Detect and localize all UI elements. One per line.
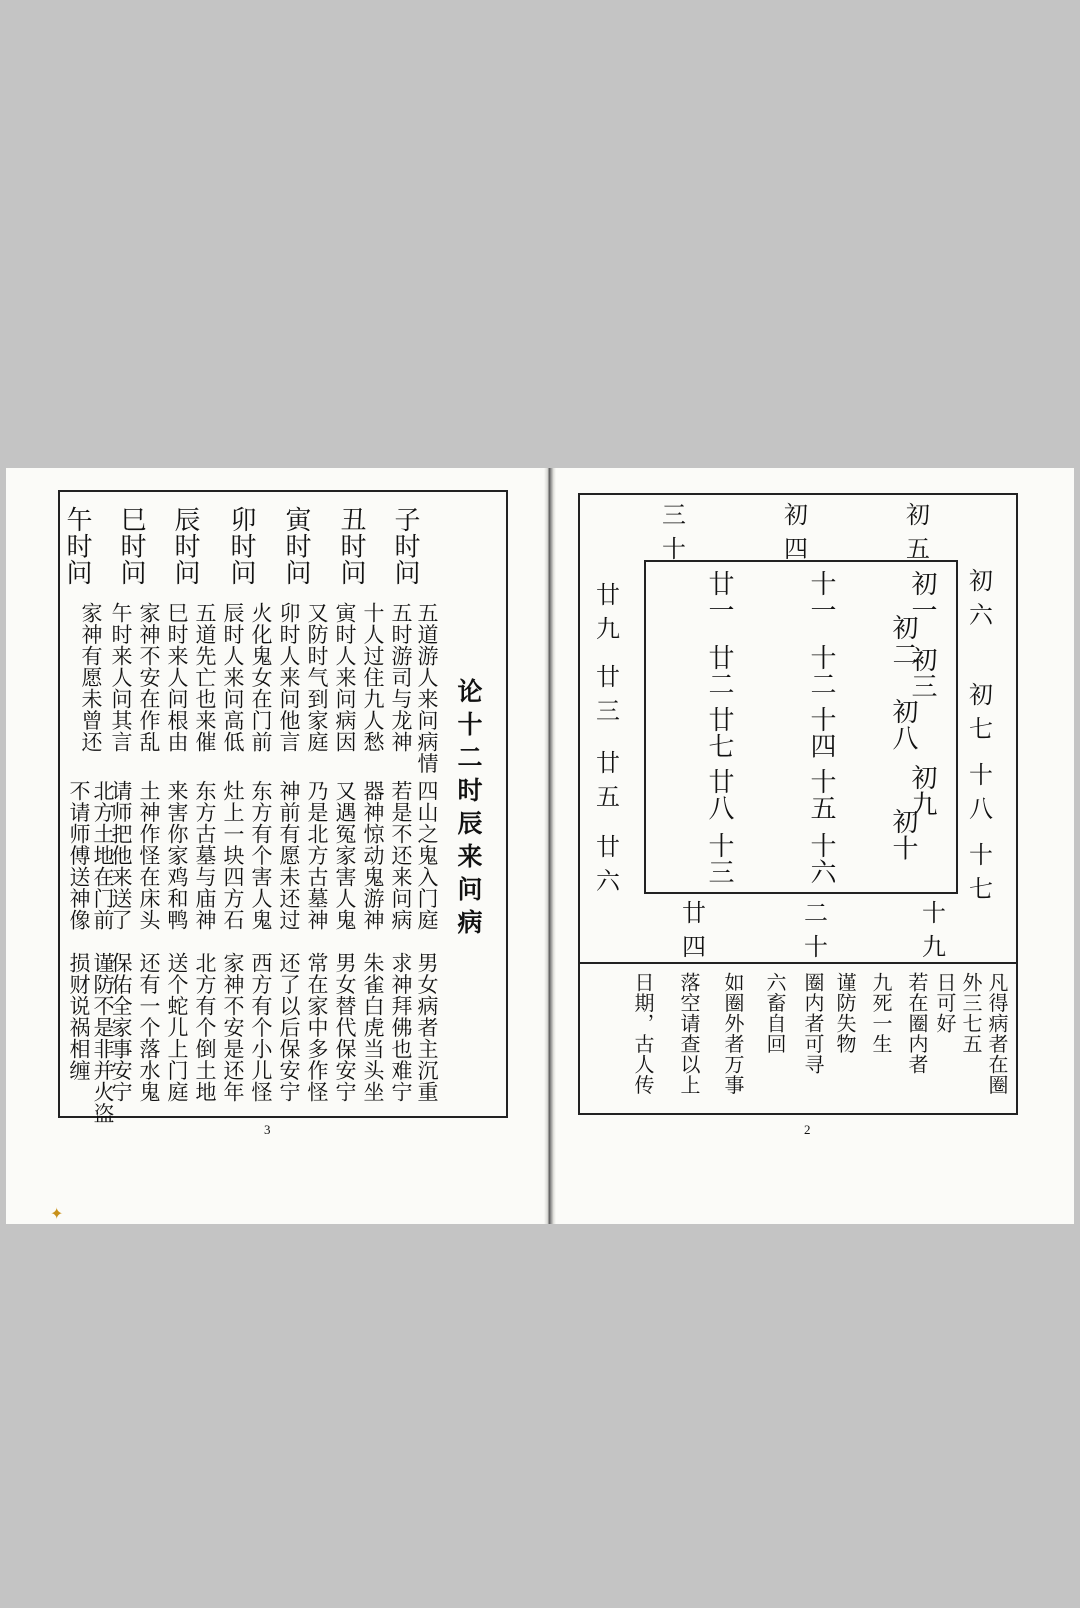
text-column: 家神有愿未曾还 bbox=[79, 602, 103, 753]
text-column: 北方有个倒土地 bbox=[193, 952, 217, 1103]
inner-column: 初十 bbox=[888, 808, 918, 861]
hour-header-mao: 卯时问 bbox=[226, 506, 256, 586]
note-column: 日期，古人传 bbox=[631, 972, 655, 1095]
text-column: 灶上一块四方石 bbox=[221, 780, 245, 931]
text-column: 常在家中多作怪 bbox=[305, 952, 329, 1103]
note-column: 如圈外者万事 bbox=[721, 972, 745, 1095]
text-column: 五道游人来问病情 bbox=[415, 602, 439, 774]
inner-column: 廿七 bbox=[704, 706, 734, 759]
hour-header-wu: 午时问 bbox=[62, 506, 92, 586]
hour-header-chen: 辰时问 bbox=[170, 506, 200, 586]
hour-header-si: 巳时问 bbox=[116, 506, 146, 586]
text-column: 家神不安是还年 bbox=[221, 952, 245, 1103]
text-column: 西方有个小儿怪 bbox=[249, 952, 273, 1103]
hour-header-zi: 子时问 bbox=[390, 506, 420, 586]
inner-column: 廿一 bbox=[704, 570, 734, 623]
day-cell: 初七 bbox=[969, 681, 993, 743]
text-column: 东方古墓与庙神 bbox=[193, 780, 217, 931]
text-column: 器神惊动鬼游神 bbox=[361, 780, 385, 931]
inner-column: 十五 bbox=[806, 768, 836, 821]
text-column: 火化鬼女在门前 bbox=[249, 602, 273, 753]
book-gutter bbox=[544, 468, 556, 1224]
text-column: 送个蛇儿上门庭 bbox=[165, 952, 189, 1103]
text-column: 求神拜佛也难宁 bbox=[389, 952, 413, 1103]
inner-column: 十六 bbox=[806, 832, 836, 885]
note-column: 九死一生 bbox=[869, 972, 893, 1054]
note-column: 圈内者可寻 bbox=[801, 972, 825, 1075]
day-cell: 二十 bbox=[804, 899, 828, 961]
text-column: 谨防不是非并火盗 bbox=[91, 952, 115, 1124]
text-column: 不请师傅送神像 bbox=[67, 780, 91, 931]
inner-column: 初二 bbox=[888, 614, 918, 667]
text-column: 来害你家鸡和鸭 bbox=[165, 780, 189, 931]
hour-header-chou: 丑时问 bbox=[336, 506, 366, 586]
day-cell: 廿三 bbox=[596, 663, 620, 725]
text-column: 午时来人问其言 bbox=[109, 602, 133, 753]
text-column: 还了以后保安宁 bbox=[277, 952, 301, 1103]
text-column: 损财说祸相缠 bbox=[67, 952, 91, 1081]
inner-column: 廿八 bbox=[704, 768, 734, 821]
text-column: 还有一个落水鬼 bbox=[137, 952, 161, 1103]
text-column: 神前有愿未还过 bbox=[277, 780, 301, 931]
text-column: 家神不安在作乱 bbox=[137, 602, 161, 753]
text-column: 请师把他来送了 bbox=[109, 780, 133, 931]
inner-column: 十二 bbox=[806, 644, 836, 697]
text-column: 男女病者主沉重 bbox=[415, 952, 439, 1103]
inner-column: 初三 bbox=[907, 646, 937, 699]
day-cell: 廿四 bbox=[682, 899, 706, 961]
text-column: 又遇冤家害人鬼 bbox=[333, 780, 357, 931]
inner-column: 十一 bbox=[806, 570, 836, 623]
text-column: 东方有个害人鬼 bbox=[249, 780, 273, 931]
left-page-title: 论十二时辰来问病 bbox=[454, 678, 483, 942]
day-cell: 初六 bbox=[969, 567, 993, 629]
note-column: 若在圈内者 bbox=[905, 972, 929, 1075]
scanned-book-spread bbox=[6, 468, 1074, 1224]
text-column: 寅时人来问病因 bbox=[333, 602, 357, 753]
text-column: 乃是北方古墓神 bbox=[305, 780, 329, 931]
stain-mark: ✦ bbox=[50, 1204, 64, 1223]
day-cell: 初四 bbox=[784, 501, 808, 563]
day-cell: 十九 bbox=[922, 899, 946, 961]
inner-column: 初八 bbox=[888, 698, 918, 751]
day-cell: 廿九 bbox=[596, 581, 620, 643]
text-column: 十人过住九人愁 bbox=[361, 602, 385, 753]
day-cell: 初五 bbox=[906, 501, 930, 563]
text-column: 朱雀白虎当头坐 bbox=[361, 952, 385, 1103]
inner-column: 十三 bbox=[704, 832, 734, 885]
page-number: 2 bbox=[804, 1122, 811, 1137]
text-column: 土神作怪在床头 bbox=[137, 780, 161, 931]
day-cell: 廿五 bbox=[596, 749, 620, 811]
text-column: 五道先亡也来催 bbox=[193, 602, 217, 753]
text-column: 若是不还来问病 bbox=[389, 780, 413, 931]
page-number: 3 bbox=[264, 1122, 271, 1137]
text-column: 四山之鬼入门庭 bbox=[415, 780, 439, 931]
text-column: 又防时气到家庭 bbox=[305, 602, 329, 753]
inner-column: 廿二 bbox=[704, 644, 734, 697]
day-cell: 廿六 bbox=[596, 833, 620, 895]
day-cell: 十七 bbox=[969, 841, 993, 903]
text-column: 巳时来人问根由 bbox=[165, 602, 189, 753]
note-column: 落空请查以上 bbox=[677, 972, 701, 1095]
text-column: 辰时人来问高低 bbox=[221, 602, 245, 753]
note-column: 日可好 bbox=[933, 972, 957, 1034]
note-column: 六畜自回 bbox=[763, 972, 787, 1054]
inner-column: 十四 bbox=[806, 706, 836, 759]
note-column: 谨防失物 bbox=[833, 972, 857, 1054]
text-column: 男女替代保安宁 bbox=[333, 952, 357, 1103]
text-column: 保佑全家事安宁 bbox=[109, 952, 133, 1103]
day-cell: 十八 bbox=[969, 761, 993, 823]
inner-column: 初九 bbox=[907, 764, 937, 817]
hour-header-yin: 寅时问 bbox=[281, 506, 311, 586]
text-column: 五时游司与龙神 bbox=[389, 602, 413, 753]
note-column: 凡得病者在圈 bbox=[985, 972, 1009, 1095]
note-column: 外三七五 bbox=[959, 972, 983, 1054]
day-cell: 三十 bbox=[662, 501, 686, 563]
text-column: 北方土地在门前 bbox=[91, 780, 115, 931]
inner-column: 初一 bbox=[907, 570, 937, 623]
text-column: 卯时人来问他言 bbox=[277, 602, 301, 753]
